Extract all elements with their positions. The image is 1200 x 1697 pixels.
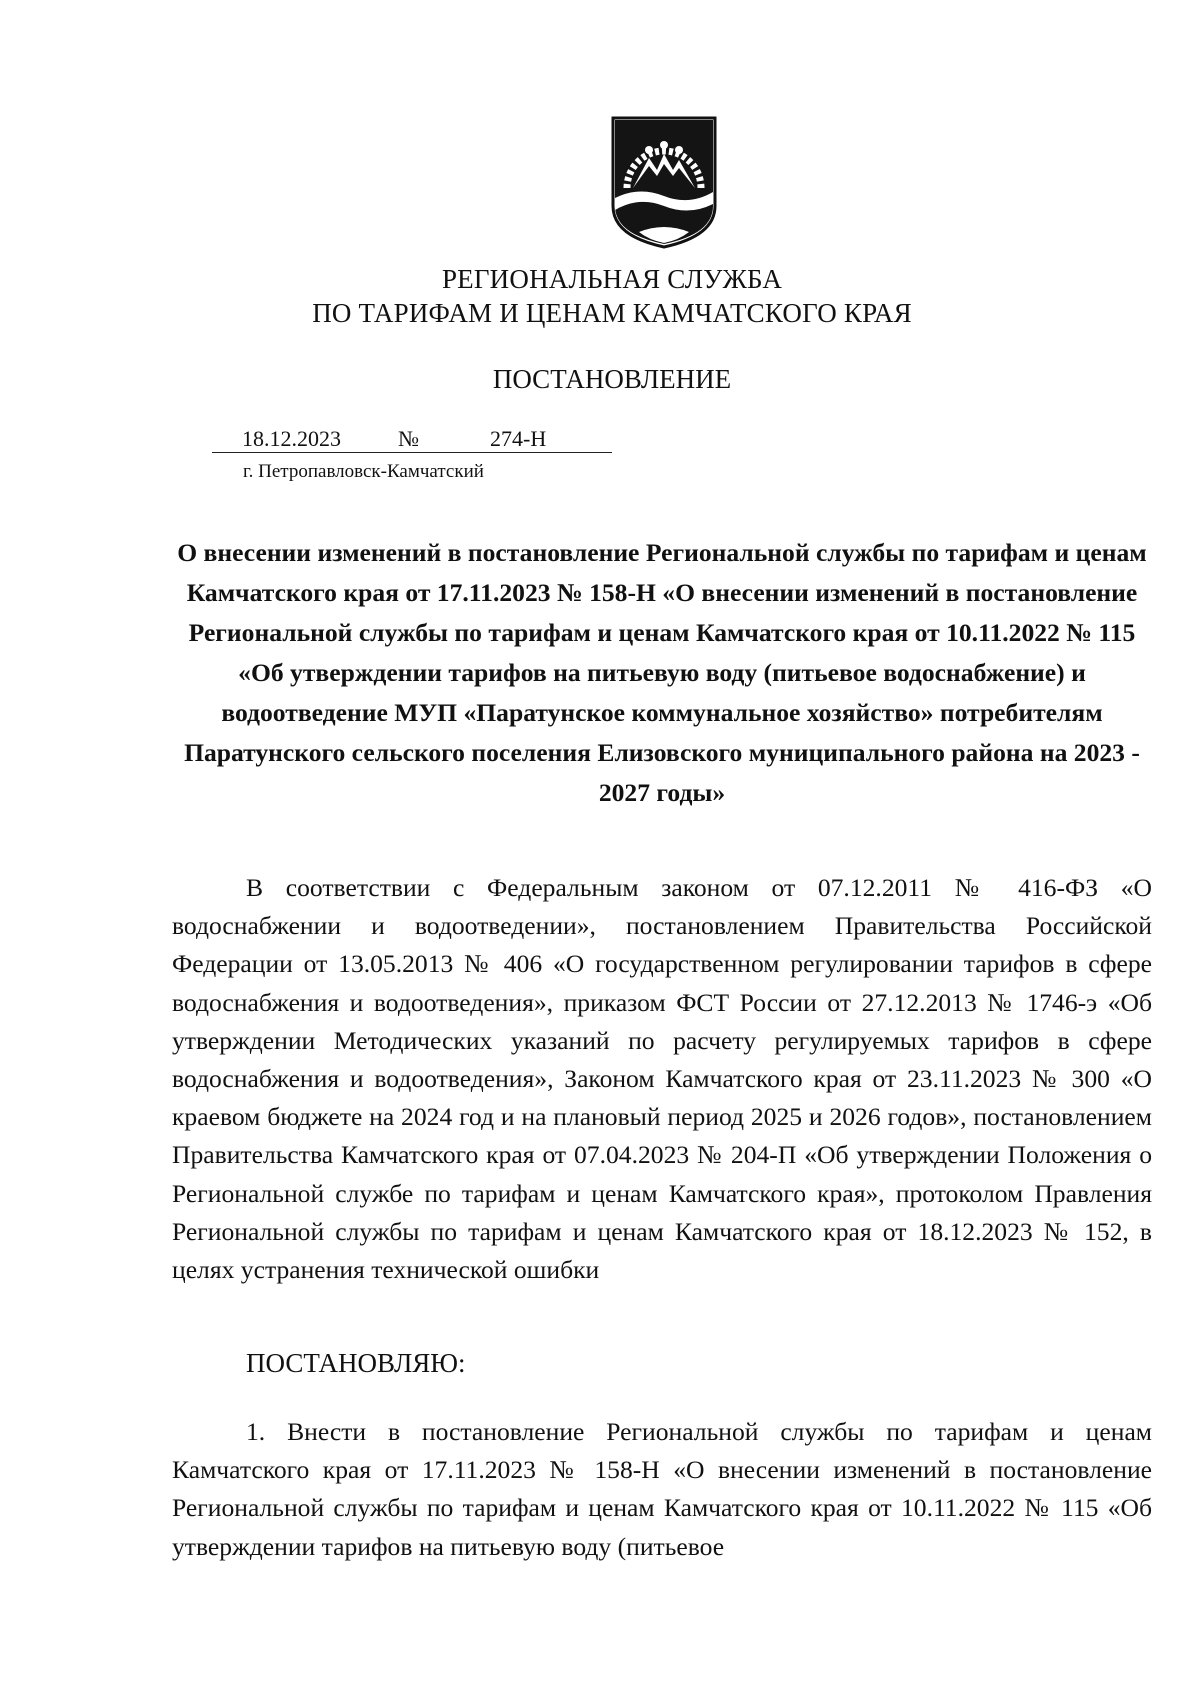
document-type: ПОСТАНОВЛЕНИЕ [492, 364, 732, 394]
preamble-paragraph: В соответствии с Федеральным законом от 07.12.2011 № 416-ФЗ «О водоснабжении и водоотведении», постановлением Правительства Российской Федерации от 13.05.2013 № 406 «О государственном регулировании тарифов в сфере водоснабжения и водоотведения», приказом ФСТ России от 27.12.2013 № 1746-э «Об утверждении Методических указаний по расчету регулируемых тарифов в сфере водоснабжения и водоотведения», Законом Камчатского края от 23.11.2023 № 300 «О краевом бюджете на 2024 год и на плановый период 2025 и 2026 годов», постановлением Правительства Камчатского края от 07.04.2023 № 204-П «Об утверждении Положения о Региональной службе по тарифам и ценам Камчатского края», протоколом Правления Региональной службы по тарифам и ценам Камчатского края от 18.12.2023 № 152, в целях устранения технической ошибки [172, 873, 1152, 1285]
underline-rule [212, 452, 612, 453]
document-title: О внесении изменений в постановление Региональной службы по тарифам и ценам Камчатского края от 17.11.2023 № 158-Н «О внесении изменений в постановление Региональной службы по тарифам и ценам Камчатского края от 10.11.2022 № 115 «Об утверждении тарифов на питьевую воду (питьевое водоснабжение) и водоотведение МУП «Паратунское коммунальное хозяйство» потребителям Паратунского сельского поселения Елизовского муниципального района на 2023 - 2027 годы» [177, 538, 1147, 807]
decree-word: ПОСТАНОВЛЯЮ: [246, 1348, 466, 1378]
document-date: 18.12.2023 [242, 426, 341, 451]
agency-name-line1: РЕГИОНАЛЬНАЯ СЛУЖБА [441, 264, 783, 294]
number-sign: № [398, 426, 419, 451]
issue-city: г. Петропавловск-Камчатский [243, 461, 484, 482]
kamchatka-coat-of-arms-icon [609, 114, 719, 250]
document-number: 274-Н [490, 426, 547, 451]
registration-line [212, 426, 612, 456]
clause-1-paragraph: 1. Внести в постановление Региональной службы по тарифам и ценам Камчатского края от 17.11.2023 № 158-Н «О внесении изменений в постановление Региональной службы по тарифам и ценам Камчатского края от 10.11.2022 № 115 «Об утверждении тарифов на питьевую воду (питьевое [172, 1417, 1152, 1561]
agency-name-line2: ПО ТАРИФАМ И ЦЕНАМ КАМЧАТСКОГО КРАЯ [312, 298, 912, 328]
